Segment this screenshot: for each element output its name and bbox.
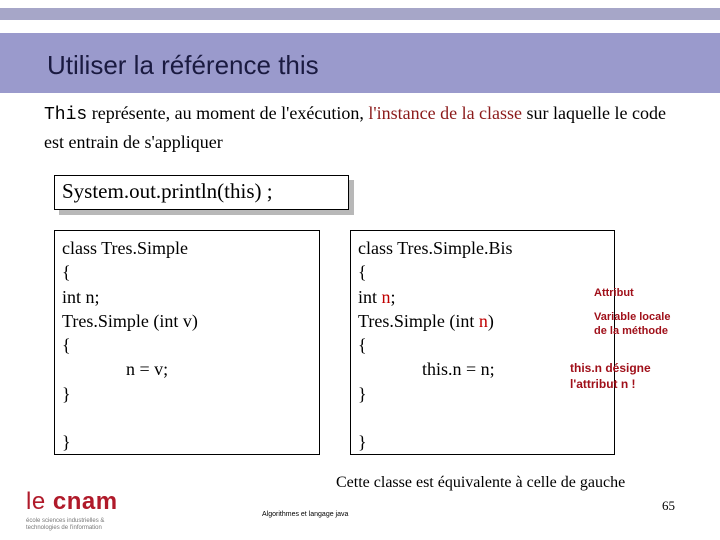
right-code-line: { xyxy=(358,335,367,356)
title-band xyxy=(0,33,720,93)
annotation-variable-locale: Variable locale de la méthode xyxy=(594,311,671,337)
logo-tagline: école sciences industrielles & technologies de l'information xyxy=(26,518,105,531)
top-stripe xyxy=(0,8,720,20)
left-code-block xyxy=(62,236,198,455)
cnam-logo xyxy=(26,490,118,532)
intro-paragraph xyxy=(44,100,684,156)
caption: Cette classe est équivalente à celle de gauche xyxy=(336,474,626,491)
left-code-box xyxy=(54,230,320,455)
right-code-block xyxy=(358,236,513,455)
left-code-line: int n; xyxy=(62,286,100,307)
intro-text-before: représente, au moment de l'exécution, xyxy=(87,103,369,123)
right-code-line: } xyxy=(358,383,367,404)
right-code-line-indented: this.n = n; xyxy=(422,359,495,380)
left-code-line: Tres.Simple (int v) xyxy=(62,310,198,331)
intro-highlight: l'instance de la classe xyxy=(368,103,523,123)
right-code-line: Tres.Simple (int n) xyxy=(358,310,494,331)
left-code-line: } xyxy=(62,432,71,453)
right-code-line: int n; xyxy=(358,286,396,307)
right-code-line: } xyxy=(358,432,367,453)
right-code-line: { xyxy=(358,262,367,283)
attribute-n: n xyxy=(381,286,391,307)
slide-title: Utiliser la référence this xyxy=(47,50,319,80)
left-code-line: { xyxy=(62,262,71,283)
left-code-line-indented xyxy=(62,357,198,381)
annotation-attribut: Attribut xyxy=(594,287,634,299)
left-code-assign: n = v; xyxy=(126,359,169,380)
statement-box xyxy=(54,175,349,210)
annotation-this-n: this.n désigne l'attribut n ! xyxy=(570,361,651,391)
page-number: 65 xyxy=(662,498,675,513)
left-code-line: class Tres.Simple xyxy=(62,238,189,258)
statement-text: System.out.println(this) ; xyxy=(62,179,273,203)
left-code-line: { xyxy=(62,335,71,356)
footer-text: Algorithmes et langage java xyxy=(262,511,349,518)
intro-text-after: sur laquelle le code est entrain de s'appliquer xyxy=(44,103,666,152)
intro-code-word: This xyxy=(44,105,88,125)
logo-wordmark: le cnam xyxy=(26,488,118,515)
parameter-n: n xyxy=(478,310,488,331)
right-code-line: class Tres.Simple.Bis xyxy=(358,238,513,258)
left-code-line: } xyxy=(62,383,71,404)
right-code-box xyxy=(350,230,615,455)
